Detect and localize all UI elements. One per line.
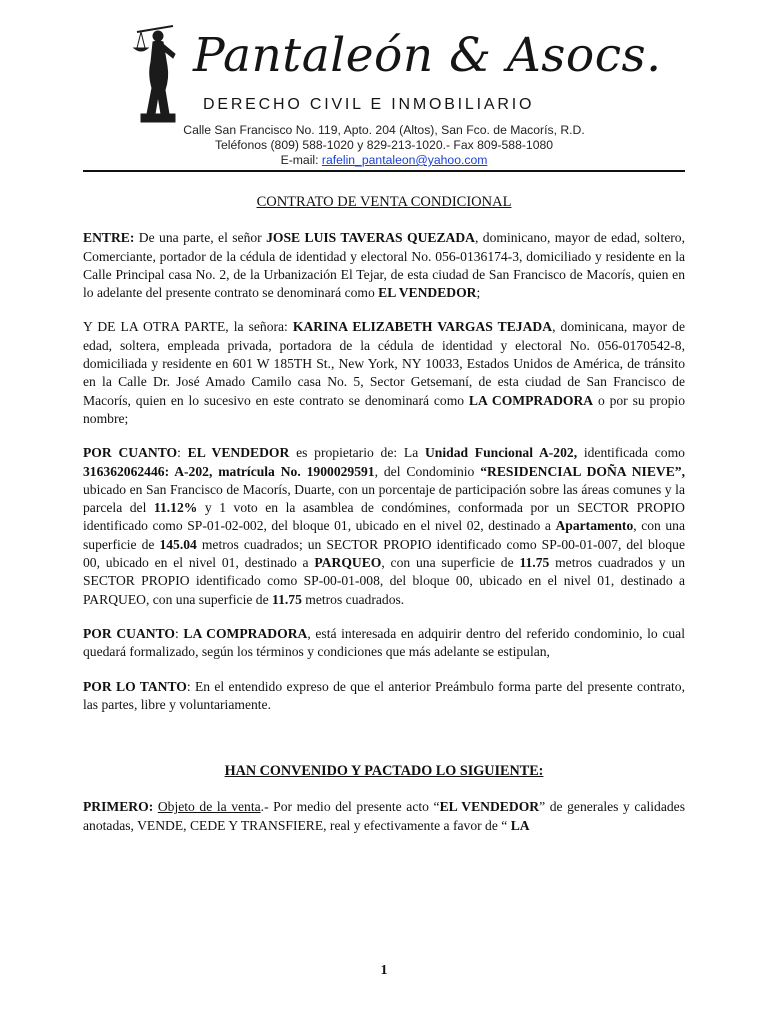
address-line: Calle San Francisco No. 119, Apto. 204 (Altos), San Fco. de Macorís, R.D. — [183, 123, 585, 137]
contract-title: CONTRATO DE VENTA CONDICIONAL — [256, 194, 512, 210]
clause-subject: Objeto de la venta — [157, 799, 261, 815]
email-line — [83, 153, 685, 167]
phone-line: Teléfonos (809) 588-1020 y 829-213-1020.- Fax 809-588-1080 — [214, 138, 554, 152]
buyer-name: KARINA ELIZABETH VARGAS TEJADA — [292, 319, 553, 335]
seller-name: JOSE LUIS TAVERAS QUEZADA — [266, 230, 475, 246]
paragraph-por-lo-tanto: POR LO TANTO: En el entendido expreso de que el anterior Preámbulo forma parte del presente contrato, las partes, libre y voluntariamente. — [83, 678, 685, 712]
page-number: 1 — [380, 963, 388, 978]
paragraph-por-cuanto-1: POR CUANTO: EL VENDEDOR es propietario de: La Unidad Funcional A-202, identificada como 316362062446: A-202, matrícula No. 1900029591, del Condominio “RESIDENCIAL DOÑA NIEVE”, ubicado en San Francisco de Macorís, Duarte, con un porcentaje de participación sobre las áreas comunes y la parcela del 11.12% y 1 voto en la asamblea de condómines, conformada por un SECTOR PROPIO identificado como SP-01-02-002, del bloque 01, ubicado en el nivel 02, destinado a Apartamento, con una superficie de 145.04 metros cuadrados; un SECTOR PROPIO identificado como SP-00-01-007, del bloque 00, ubicado en el nivel 01, destinado a PARQUEO, con una superficie de 11.75 metros cuadrados y un SECTOR PROPIO identificado como SP-00-01-008, del bloque 00, ubicado en el nivel 01, destinado a PARQUEO, con una superficie de 11.75 metros cuadrados. — [83, 445, 685, 607]
brand-name: Pantaleón & Asocs. — [193, 28, 662, 83]
brand-subtitle: DERECHO CIVIL E INMOBILIARIO — [203, 96, 535, 113]
justice-statue-logo — [131, 18, 183, 126]
contract-body — [83, 193, 685, 851]
paragraph-entre: ENTRE: De una parte, el señor JOSE LUIS TAVERAS QUEZADA, dominicano, mayor de edad, soltero, Comerciante, portador de la cédula de identidad y electoral No. 056-0136174-3, domiciliado y residente en la Calle Principal casa No. 2, de la Urbanización El Tejar, de esta ciudad de San Francisco de Macorís, quien en lo adelante del presente contrato se denominará como EL VENDEDOR; — [83, 230, 685, 301]
paragraph-primero: PRIMERO: Objeto de la venta.- Por medio del presente acto “EL VENDEDOR” de generales y calidades anotadas, VENDE, CEDE Y TRANSFIERE, real y efectivamente a favor de “ LA — [83, 799, 685, 833]
clause-lead: POR LO TANTO — [83, 678, 187, 694]
letterhead — [83, 10, 685, 172]
seller-role: EL VENDEDOR — [378, 285, 477, 301]
paragraph-por-cuanto-2: POR CUANTO: LA COMPRADORA, está interesada en adquirir dentro del referido condominio, lo cual quedará formalizado, según los términos y condiciones que más adelante se estipulan, — [83, 625, 685, 660]
email-label: E-mail: — [280, 153, 319, 167]
header-divider — [83, 170, 685, 172]
clause-lead: POR CUANTO — [83, 445, 178, 461]
clause-lead: ENTRE: — [83, 230, 135, 246]
paragraph-otra-parte: Y DE LA OTRA PARTE, la señora: KARINA ELIZABETH VARGAS TEJADA, dominicana, mayor de edad, soltera, empleada privada, portadora de la cédula de identidad y electoral No. 056-0170542-8, domiciliada y residente en 601 W 185TH St., New York, NY 10033, Estados Unidos de América, de tránsito en la Calle Dr. José Amado Camilo casa No. 5, Sector Getsemaní, de esta ciudad de San Francisco de Macorís, quien en lo sucesivo en este contrato se denominará como LA COMPRADORA o por su propio nombre; — [83, 319, 685, 426]
section-heading: HAN CONVENIDO Y PACTADO LO SIGUIENTE: — [224, 763, 544, 780]
email-link[interactable]: rafelin_pantaleon@yahoo.com — [321, 153, 488, 167]
clause-lead: PRIMERO: — [83, 799, 154, 815]
clause-lead: POR CUANTO — [83, 625, 175, 641]
buyer-role: LA COMPRADORA — [468, 392, 594, 408]
